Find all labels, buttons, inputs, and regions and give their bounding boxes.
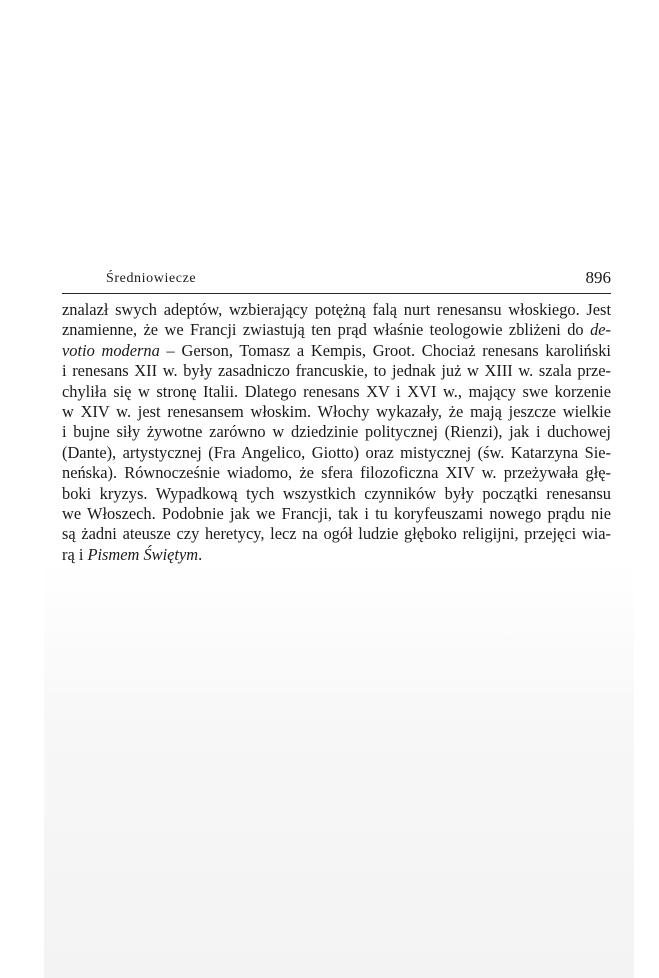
body-paragraph <box>62 300 611 565</box>
text-line: neńska). Równocześnie wiadomo, że sfera filozoficzna XIV w. przeżywała głę- <box>62 463 611 483</box>
text-line: (Dante), artystycznej (Fra Angelico, Giotto) oraz mistycznej (św. Katarzyna Sie- <box>62 442 611 462</box>
page-header <box>62 268 611 292</box>
scan-background-shade <box>44 560 634 978</box>
text-line: znalazł swych adeptów, wzbierający potężną falą nurt renesansu włoskiego. Jest <box>62 300 611 319</box>
text-line: votio moderna – Gerson, Tomasz a Kempis, Groot. Chociaż renesans karoliński <box>62 340 611 360</box>
page-number: 896 <box>585 268 611 287</box>
text-line: we Włoszech. Podobnie jak we Francji, tak i tu koryfeuszami nowego prądu nie <box>62 503 611 523</box>
text-line: w XIV w. jest renesansem włoskim. Włochy wykazały, że mają jeszcze wielkie <box>62 401 611 421</box>
text-line: boki kryzys. Wypadkową tych wszystkich czynników były początki renesansu <box>62 483 611 503</box>
text-line: rą i Pismem Świętym. <box>62 544 203 564</box>
text-line: chyliła się w stronę Italii. Dlatego renesans XV i XVI w., mający swe korzenie <box>62 381 611 401</box>
text-line: są żadni ateusze czy heretycy, lecz na ogół ludzie głęboko religijni, przejęci wia- <box>62 524 611 544</box>
text-line: i renesans XII w. były zasadniczo francuskie, to jednak już w XIII w. szala prze- <box>62 361 611 381</box>
text-line: i bujne siły żywotne zarówno w dziedzinie politycznej (Rienzi), jak i duchowej <box>62 422 611 442</box>
text-line: znamienne, że we Francji zwiastują ten prąd właśnie teologowie zbliżeni do de- <box>62 320 611 340</box>
header-rule <box>62 293 611 294</box>
running-head: Średniowiecze <box>106 271 197 286</box>
